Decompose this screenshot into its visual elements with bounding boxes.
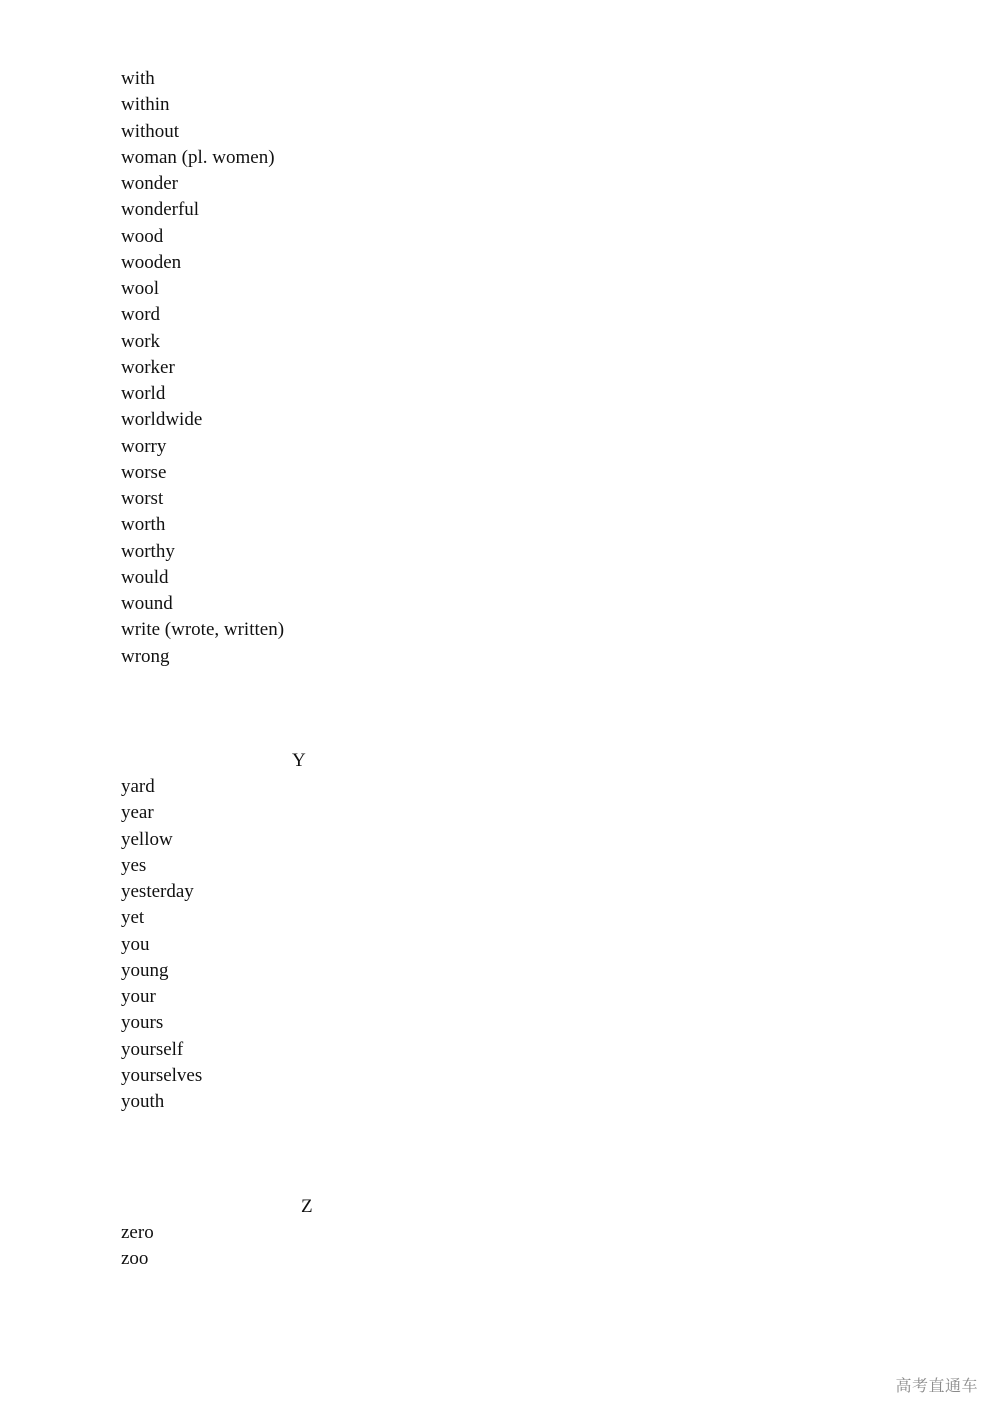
word-entry: zero xyxy=(121,1222,154,1243)
word-entry: worthy xyxy=(121,540,175,562)
word-entry: wool xyxy=(121,278,159,299)
section-heading-z: Z xyxy=(301,1196,313,1217)
word-entry: yesterday xyxy=(121,881,194,902)
word-entry: worse xyxy=(121,461,167,483)
word-entry: yourself xyxy=(121,1038,184,1060)
word-entry: wooden xyxy=(121,251,182,273)
word-list-z xyxy=(121,1220,154,1273)
word-entry: yes xyxy=(121,854,147,876)
word-entry: you xyxy=(121,933,150,955)
section-heading-y: Y xyxy=(292,750,306,771)
word-entry: worker xyxy=(121,356,175,378)
word-entry: with xyxy=(121,68,155,89)
word-entry: yellow xyxy=(121,828,173,850)
word-list-y xyxy=(121,774,202,1115)
word-list-w xyxy=(121,66,284,670)
word-entry: work xyxy=(121,330,161,352)
word-entry: yours xyxy=(121,1012,164,1034)
word-entry: woman (pl. women) xyxy=(121,146,275,168)
word-entry: your xyxy=(121,986,156,1007)
word-entry: wrong xyxy=(121,645,170,667)
word-entry: worth xyxy=(121,514,166,536)
word-entry: yet xyxy=(121,907,145,929)
watermark-text: 高考直通车 xyxy=(895,1376,978,1395)
word-entry: wound xyxy=(121,593,173,614)
word-entry: yourselves xyxy=(121,1064,203,1086)
word-entry: wonderful xyxy=(121,199,200,221)
word-entry: without xyxy=(121,120,180,142)
word-entry: write (wrote, written) xyxy=(121,619,285,641)
word-entry: zoo xyxy=(121,1248,149,1270)
word-entry: worry xyxy=(121,435,167,457)
word-entry: young xyxy=(121,959,169,981)
word-entry: yard xyxy=(121,776,155,797)
word-entry: worst xyxy=(121,488,164,509)
word-entry: within xyxy=(121,94,170,116)
word-entry: youth xyxy=(121,1091,165,1112)
word-entry: wonder xyxy=(121,173,178,194)
word-entry: year xyxy=(121,802,154,824)
word-entry: wood xyxy=(121,225,164,247)
word-entry: would xyxy=(121,566,169,588)
word-entry: world xyxy=(121,383,166,404)
word-entry: word xyxy=(121,304,161,326)
word-entry: worldwide xyxy=(121,409,203,431)
